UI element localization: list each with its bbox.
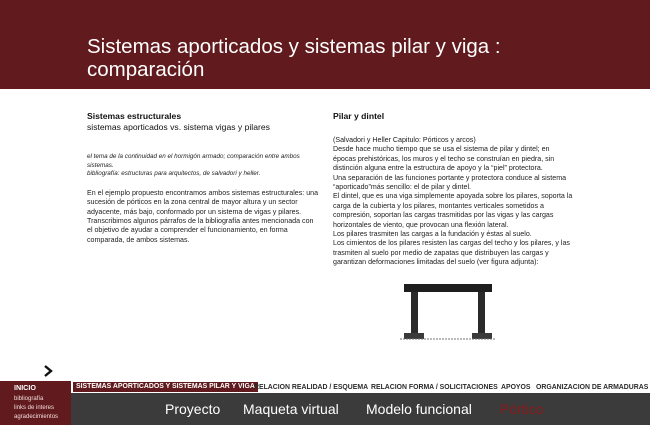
page-title: Sistemas aporticados y sistemas pilar y viga : comparación	[87, 35, 501, 81]
bottom-nav-maqueta-virtual[interactable]: Maqueta virtual	[243, 401, 339, 417]
right-paragraph-3: El dintel, que es una viga simplemente apoyada sobre los pilares, soporta la carga de la cubierta y los pilares, montantes verticales sometidos a compresión, soportan las cargas trasmitidas por las vigas y las cargas horizontales de viento, que provocan una flexión lateral.	[333, 192, 573, 229]
left-paragraph-1: En el ejemplo propuesto encontramos ambos sistemas estructurales: una sucesión de pórticos en la zona central de mayor altura y un sector adyacente, más bajo, conformado por un sistema de vigas y pilares.	[87, 188, 319, 216]
nav-item-apoyos[interactable]: APOYOS	[501, 384, 531, 391]
topic-note: el tema de la continuidad en el hormigón armado; comparación entre ambos sistemas.	[87, 153, 300, 169]
nav-item-relacion-realidad[interactable]: RELACION REALIDAD / ESQUEMA	[254, 384, 369, 391]
source-citation: (Salvadori y Heller Capitulo: Pórticos y arcos)	[333, 136, 476, 144]
left-column	[87, 111, 319, 245]
post-and-lintel-figure	[400, 282, 496, 344]
bottom-nav-modelo-funcional[interactable]: Modelo funcional	[366, 401, 472, 417]
left-section-subtitle: sistemas aporticados vs. sistema vigas y pilares	[87, 122, 270, 132]
right-pillar	[478, 292, 485, 333]
right-paragraph-5: Los cimientos de los pilares resisten las cargas del techo y los pilares, y las trasmiten al suelo por medio de zapatas que distribuyen las cargas y garantizan deformaciones limitadas del suelo (ver figura adjunta):	[333, 239, 570, 267]
left-section-title: Sistemas estructurales	[87, 111, 182, 121]
chevron-right-icon[interactable]	[42, 364, 54, 378]
right-section-title: Pilar y dintel	[333, 111, 385, 121]
nav-item-organizacion[interactable]: ORGANIZACION DE ARMADURAS	[536, 384, 649, 391]
sidebar-item-links[interactable]: links de interes	[14, 405, 55, 411]
nav-item-relacion-forma[interactable]: RELACION FORMA / SOLICITACIONES	[371, 384, 498, 391]
page-header	[0, 0, 650, 89]
left-paragraph-2: Transcribimos algunos párrafos de la bibliografía antes mencionada con el objetivo de ayudar a comprender el funcionamiento, en forma comparada, de ambos sistemas.	[87, 217, 314, 244]
bottom-nav-proyecto[interactable]: Proyecto	[165, 401, 221, 417]
inicio-link[interactable]: INICIO	[14, 383, 36, 392]
section-nav	[71, 381, 650, 393]
right-paragraph-4: Los pilares trasmiten las cargas a la fundación y éstas al suelo.	[333, 230, 532, 239]
bibliography-note: bibliografía: estructuras para arquitectos, de salvadori y heller.	[87, 170, 261, 178]
nav-item-sistemas-aporticados[interactable]: SISTEMAS APORTICADOS Y SISTEMAS PILAR Y VIGA	[73, 382, 258, 392]
lintel-beam	[404, 284, 492, 292]
left-pillar	[411, 292, 418, 333]
right-footing	[472, 333, 492, 339]
right-column	[333, 111, 573, 268]
sidebar-item-bibliografia[interactable]: bibliografía	[14, 396, 44, 402]
right-paragraph-1: Desde hace mucho tiempo que se usa el sistema de pilar y dintel; en épocas prehistóricas, los muros y el techo se construían en piedra, sin distinción alguna entre la estructura de apoyo y la “piel” protectora.	[333, 145, 555, 173]
sidebar-item-agradecimientos[interactable]: agradecimientos	[14, 414, 59, 420]
bottom-nav-portico[interactable]: Pórtico	[500, 401, 544, 417]
sidebar-menu	[0, 381, 71, 425]
left-footing	[404, 333, 424, 339]
right-paragraph-2: Una separación de las funciones portante y protectora conduce al sistema “aporticado”más sencillo: el de pilar y dintel.	[333, 173, 567, 192]
